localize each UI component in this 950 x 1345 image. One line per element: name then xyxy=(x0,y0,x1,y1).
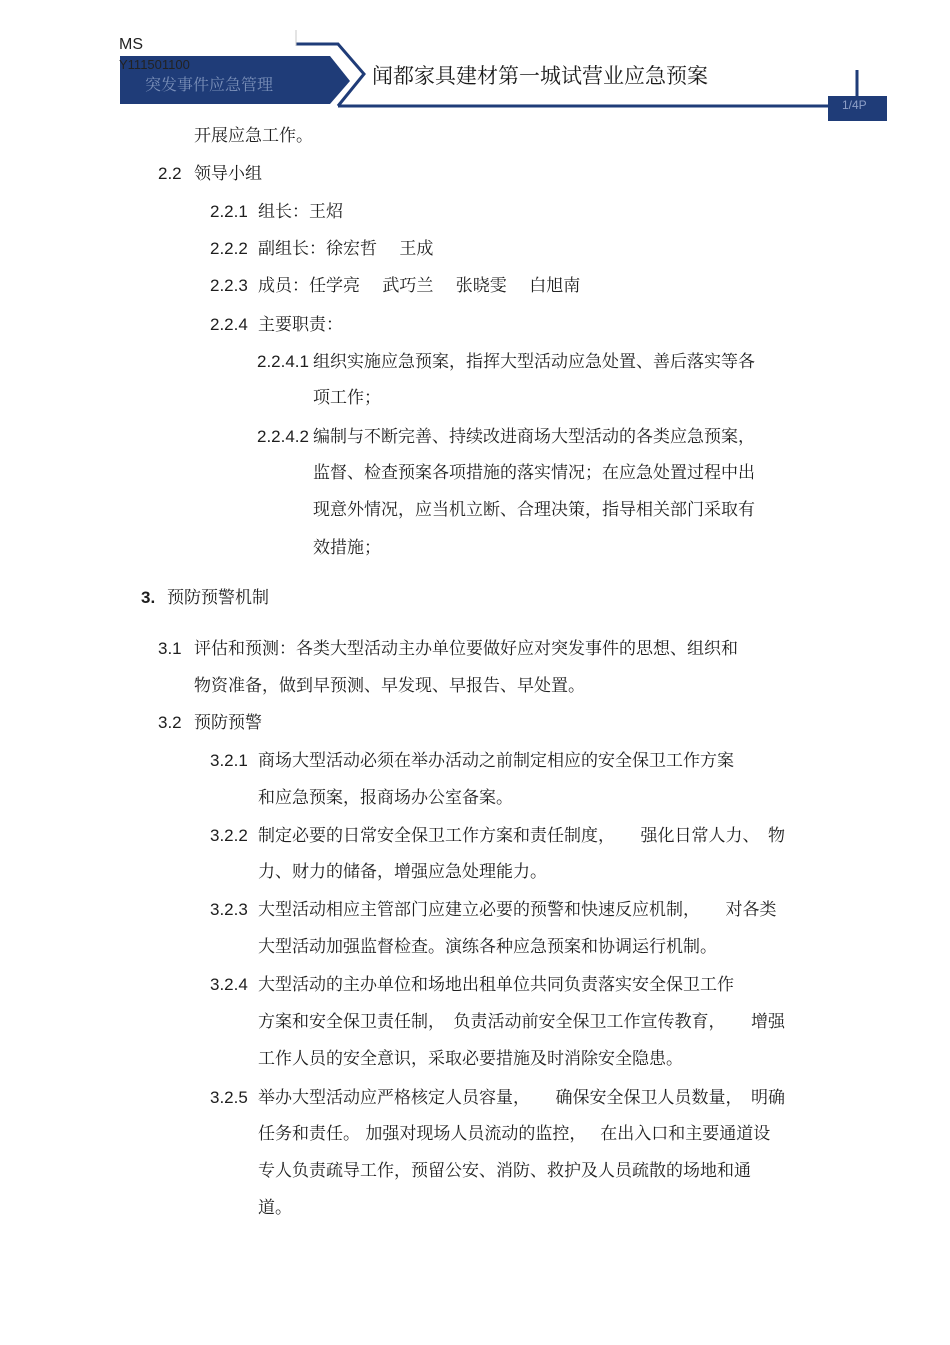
item-3-2-4-line3: 工作人员的安全意识，采取必要措施及时消除安全隐患。 xyxy=(258,1049,683,1069)
item-3-2-3-line2: 大型活动加强监督检查。演练各种应急预案和协调运行机制。 xyxy=(258,937,717,957)
item-3-2-5-line4: 道。 xyxy=(258,1198,292,1218)
item-2-2-1-number: 2.2.1 xyxy=(210,202,248,221)
section-2-2-number: 2.2 xyxy=(158,164,182,183)
continued-line: 开展应急工作。 xyxy=(194,126,313,146)
item-2-2-4-1-line2: 项工作； xyxy=(313,388,381,408)
item-3-2-3-line1: 大型活动相应主管部门应建立必要的预警和快速反应机制， 对各类 xyxy=(258,900,777,920)
item-3-2-1-line1: 商场大型活动必须在举办活动之前制定相应的安全保卫工作方案 xyxy=(258,751,734,771)
item-2-2-2-number: 2.2.2 xyxy=(210,239,248,258)
department-label: 突发事件应急管理 xyxy=(145,75,274,94)
section-3-1-number: 3.1 xyxy=(158,639,182,658)
item-3-2-2-line1: 制定必要的日常安全保卫工作方案和责任制度， 强化日常人力、 物 xyxy=(258,826,785,846)
item-2-2-4-2-line1: 编制与不断完善、持续改进商场大型活动的各类应急预案， xyxy=(313,427,755,447)
item-2-2-4-text: 主要职责： xyxy=(258,315,343,335)
item-2-2-4-2-line4: 效措施； xyxy=(313,538,381,558)
item-3-2-5-line3: 专人负责疏导工作，预留公安、消防、救护及人员疏散的场地和通 xyxy=(258,1161,751,1181)
item-3-2-5-number: 3.2.5 xyxy=(210,1088,248,1107)
item-2-2-2-text: 副组长：徐宏哲 王成 xyxy=(258,239,434,259)
item-2-2-4-2-number: 2.2.4.2 xyxy=(257,427,309,446)
document-title: 闻都家具建材第一城试营业应急预案 xyxy=(372,64,708,88)
item-3-2-2-number: 3.2.2 xyxy=(210,826,248,845)
item-2-2-4-number: 2.2.4 xyxy=(210,315,248,334)
section-3-2-number: 3.2 xyxy=(158,713,182,732)
section-3-title: 预防预警机制 xyxy=(167,588,269,608)
item-2-2-1-text: 组长：王炤 xyxy=(258,202,343,222)
item-3-2-3-number: 3.2.3 xyxy=(210,900,248,919)
item-2-2-4-2-line2: 监督、检查预案各项措施的落实情况；在应急处置过程中出 xyxy=(313,463,755,483)
item-2-2-3-text: 成员：任学亮 武巧兰 张晓雯 白旭南 xyxy=(258,276,581,296)
item-2-2-3-number: 2.2.3 xyxy=(210,276,248,295)
section-2-2-title: 领导小组 xyxy=(194,164,262,184)
section-3-1-line1: 评估和预测：各类大型活动主办单位要做好应对突发事件的思想、组织和 xyxy=(194,639,738,659)
item-3-2-4-line2: 方案和安全保卫责任制， 负责活动前安全保卫工作宣传教育， 增强 xyxy=(258,1012,785,1032)
item-3-2-2-line2: 力、财力的储备，增强应急处理能力。 xyxy=(258,862,547,882)
item-3-2-4-line1: 大型活动的主办单位和场地出租单位共同负责落实安全保卫工作 xyxy=(258,975,734,995)
item-3-2-5-line1: 举办大型活动应严格核定人员容量， 确保安全保卫人员数量， 明确 xyxy=(258,1088,785,1108)
item-3-2-4-number: 3.2.4 xyxy=(210,975,248,994)
doc-code-line2: Y111501100 xyxy=(119,57,190,72)
item-2-2-4-1-line1: 组织实施应急预案，指挥大型活动应急处置、善后落实等各 xyxy=(313,352,755,372)
doc-code-line1: MS xyxy=(119,36,143,53)
section-3-1-line2: 物资准备，做到早预测、早发现、早报告、早处置。 xyxy=(194,676,585,696)
item-2-2-4-1-number: 2.2.4.1 xyxy=(257,352,309,371)
section-3-2-title: 预防预警 xyxy=(194,713,262,733)
section-3-number: 3. xyxy=(141,588,156,607)
item-3-2-5-line2: 任务和责任。 加强对现场人员流动的监控， 在出入口和主要通道设 xyxy=(258,1124,771,1144)
item-2-2-4-2-line3: 现意外情况，应当机立断、合理决策，指导相关部门采取有 xyxy=(313,500,755,520)
item-3-2-1-line2: 和应急预案，报商场办公室备案。 xyxy=(258,788,513,808)
page-number: 1/4P xyxy=(842,98,867,112)
item-3-2-1-number: 3.2.1 xyxy=(210,751,248,770)
